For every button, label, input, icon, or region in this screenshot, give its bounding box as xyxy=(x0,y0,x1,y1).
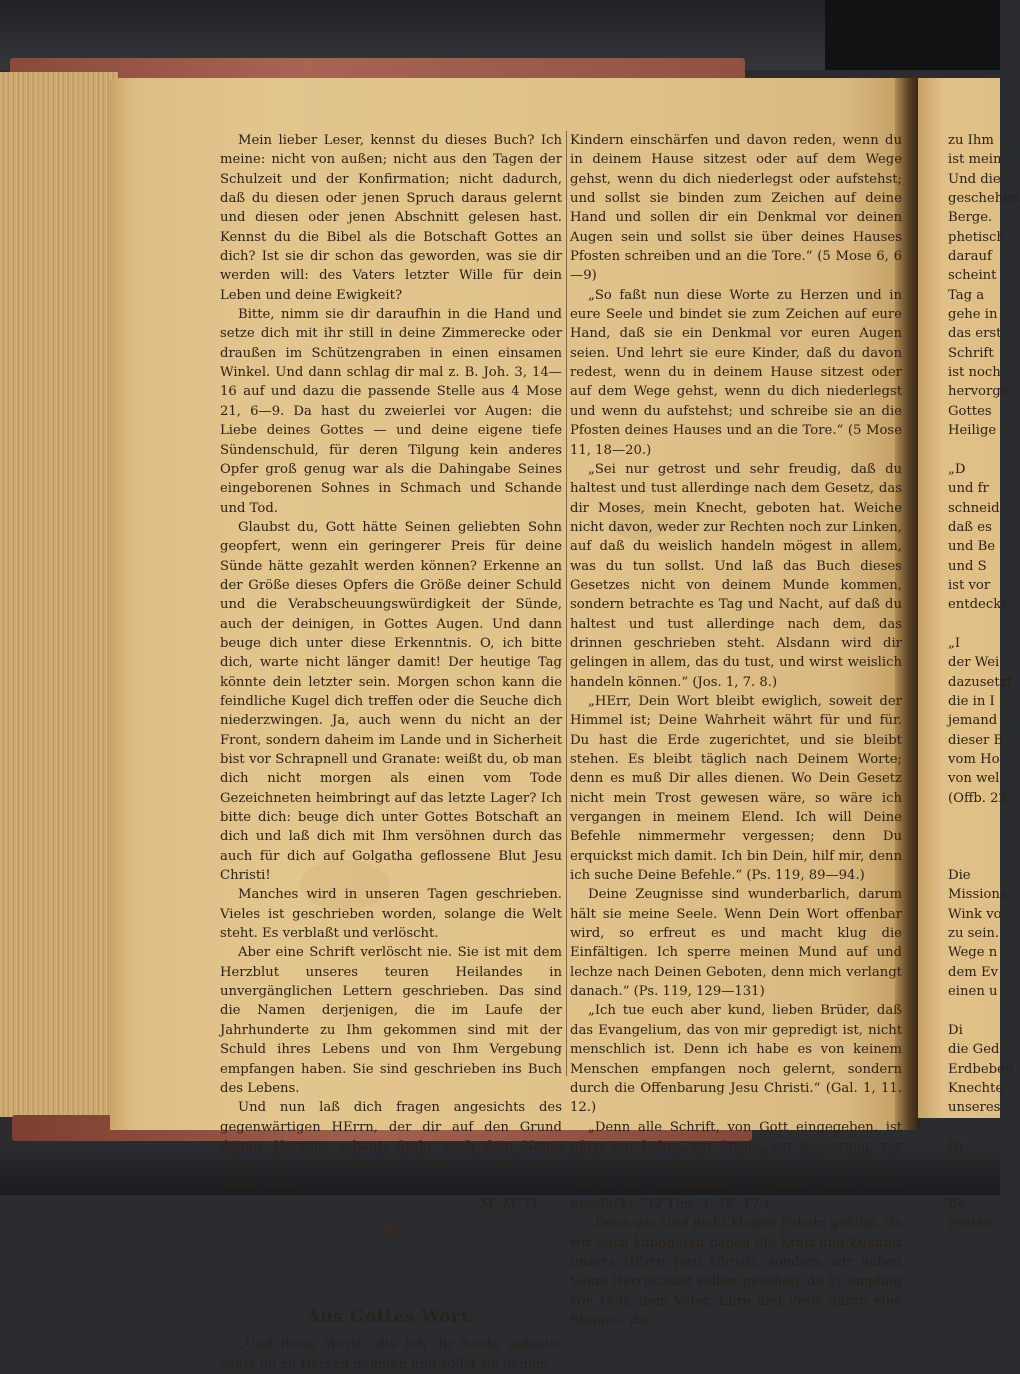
show-through-line: und Arbeit xyxy=(358,1268,424,1283)
fragment-line: Tag a xyxy=(948,287,985,303)
left-column xyxy=(220,131,562,1374)
fragment-line: die in I xyxy=(948,693,995,709)
fragment-line: jemand xyxy=(948,713,998,729)
show-through-line: Sie dürfen xyxy=(359,1251,423,1266)
fragment-line: Erdbeben xyxy=(948,1061,1014,1077)
fragment-line: phetisch xyxy=(948,229,1005,245)
fragment-line: zu Ihm xyxy=(948,133,994,148)
fleuron-ornament: ❦ xyxy=(381,1218,401,1244)
fragment-line: Und die xyxy=(948,171,1001,187)
fragment-line: ist vor xyxy=(948,577,991,593)
paragraph: „Und diese Worte, die Ich dir heute gebiete, sollst du zu Herzen nehmen und sollst sie deinen xyxy=(220,1337,562,1372)
paragraph: „Denn alle Schrift, von Gott eingegeben, ist nütze zur Lehre, zur Strafe, zur Besserung, zur Züchtigung in der Gerechtigkeit, daß ein Mensch Gottes sei vollkommen, zu allem guten Werk geschickt.“ (2 Tim. 3, 16. 17.) xyxy=(570,1119,902,1212)
fragment-line: von wel xyxy=(948,771,1000,787)
fragment-line: hervorge xyxy=(948,384,1009,400)
fragment-line: daß es xyxy=(948,519,992,535)
fragment-line: Di xyxy=(948,1138,963,1154)
fragment-line: unseres xyxy=(948,1100,1001,1116)
fragment-line: und S xyxy=(948,558,987,574)
fragment-line: Wink vo xyxy=(948,906,1002,922)
fragment-line: Missions xyxy=(948,887,1007,903)
fragment-line: Wege n xyxy=(948,945,998,961)
fragment-line: „I xyxy=(948,635,961,651)
paragraph: Bitte, nimm sie dir daraufhin in die Hand und setze dich mit ihr still in deine Zimmerecke oder draußen im Schützengraben in einen einsamen Winkel. Und dann schlag dir mal z. B. Joh. 3, 14—16 auf und dazu die passende Stelle aus 4 Mose 21, 6—9. Da hast du zweierlei vor Augen: die Liebe deines Gottes — und deine eigene tiefe Sündenschuld, für deren Tilgung kein anderes Opfer groß genug war als die Dahingabe Seines eingeborenen Sohnes in Schmach und Schande und Tod. xyxy=(220,307,562,516)
fragment-line: „D xyxy=(948,461,966,477)
fragment-line: Die xyxy=(948,868,971,884)
fragment-line: und Be xyxy=(948,539,996,555)
fragment-line: der Wei xyxy=(948,655,1000,671)
fragment-line: (Offb. 22 xyxy=(948,790,1007,806)
paragraph: Und nun laß dich fragen angesichts des gegenwärtigen HErrn, der dir auf den Grund deines Herzens schaut: Steht auch dein Name schon dort angeschrieben? Sonst eile und rette deine Seele! xyxy=(220,1100,562,1193)
fragment-line: Berge. xyxy=(948,210,993,226)
fragment-line: zu sein. xyxy=(948,926,1000,942)
paragraph: „So faßt nun diese Worte zu Herzen und in eure Seele und bindet sie zum Zeichen auf eure Hand, daß sie ein Denkmal vor euren Augen seien. Und lehrt sie eure Kinder, daß du davon redest, wenn du in deinem Hause sitzest oder auf dem Wege gehst, wenn du dich niederlegst und wenn du aufstehst; und schreibe sie an die Pfosten deines Hauses und an die Tore.“ (5 Mose 11, 18—20.) xyxy=(570,287,902,458)
fragment-line: dieser B xyxy=(948,732,1004,748)
paragraph: „HErr, Dein Wort bleibt ewiglich, soweit der Himmel ist; Deine Wahrheit währt für und für. Du hast die Erde zugerichtet, und sie bleibt stehen. Es bleibt täglich nach Deinem Worte; denn es muß Dir alles dienen. Wo Dein Gesetz nicht mein Trost gewesen wäre, so wäre ich vergangen in meinem Elend. Ich will Deine Befehle nimmermehr vergessen; denn Du erquickst mich damit. Ich bin Dein, hilf mir, denn ich suche Deine Befehle.“ (Ps. 119, 89—94.) xyxy=(570,693,902,884)
fragment-line: ist noch xyxy=(948,365,1001,381)
paragraph: Kindern einschärfen und davon reden, wenn du in deinem Hause sitzest oder auf dem Wege gehst, wenn du dich niederlegst oder aufstehst; und sollst sie binden zum Zeichen auf deine Hand und sollen dir ein Denkmal vor deinen Augen sein und sollst sie über deines Hauses Pfosten schreiben und an die Tore.“ (5 Mose 6, 6—9) xyxy=(570,133,902,284)
fragment-line: Gottes xyxy=(948,403,992,419)
fragment-line: geschehen xyxy=(948,191,1020,207)
book-top-edge xyxy=(10,58,745,80)
column-rule xyxy=(566,131,567,1076)
paragraph: „Sei nur getrost und sehr freudig, daß du haltest und tust allerdinge nach dem Gesetz, das dir Moses, mein Knecht, geboten hat. Weiche nicht davon, weder zur Rechten noch zur Linken, auf daß du weislich handeln mögest in allem, was du tun sollst. Und laß das Buch dieses Gesetzes nicht von deinem Munde kommen, sondern betrachte es Tag und Nacht, auf daß du haltest und tust allerdinge nach dem, das drinnen geschrieben steht. Alsdann wird dir gelingen in allem, das du tust, und wirst weislich handeln können.“ (Jos. 1, 7. 8.) xyxy=(570,461,902,690)
paragraph: Aber eine Schrift verlöscht nie. Sie ist mit dem Herzblut unseres teuren Heilandes in unvergänglichen Lettern geschrieben. Das sind die Namen derjenigen, die im Laufe der Jahrhunderte zu Ihm gekommen sind mit der Schuld ihres Lebens und von Ihm Vergebung empfangen haben. Sie sind geschrieben ins Buch des Lebens. xyxy=(220,945,562,1096)
fragment-line: und fr xyxy=(948,481,989,497)
fragment-line: redete, xyxy=(948,1216,996,1232)
fragment-line: dazusetzt xyxy=(948,674,1012,690)
fragment-line: Be xyxy=(948,1196,966,1212)
fragment-line: war ver xyxy=(948,1158,1000,1174)
fragment-gap xyxy=(948,441,1000,460)
fragment-line: dem Ev xyxy=(948,964,999,980)
fragment-gap xyxy=(948,1001,1000,1020)
fragment-line: Schrift xyxy=(948,345,994,361)
middle-column xyxy=(570,131,902,1330)
paragraph: „Denn wir sind nicht klugen Fabeln gefolgt, da wir euch kundgetan haben die Kraft und Zukunft unsers HErrn Jesu Christi, sondern wir haben Seine Herrlichkeit selber gesehen, da Er empfing von Gott, dem Vater, Ehre und Preis durch eine Stimme, die xyxy=(570,1216,902,1328)
fragment-line: vom Ho xyxy=(948,752,1000,767)
paragraph: Glaubst du, Gott hätte Seinen geliebten Sohn geopfert, wenn ein geringerer Preis für deine Sünde hätte gezahlt werden können? Erkenne an der Größe dieses Opfers die Größe deiner Schuld und die Verabscheuungswürdigkeit der Sünde, auch der deinigen, in Gottes Augen. Und dann beuge dich unter diese Erkenntnis. O, ich bitte dich, warte nicht länger damit! Der heutige Tag könnte dein letzter sein. Morgen schon kann die feindliche Kugel dich treffen oder die Seuche dich niederzwingen. Ja, auch wenn du nicht an der Front, sondern daheim im Lande und in Sicherheit bist vor Schrapnell und Granate: weißt du, ob man dich nicht morgen als einen vom Tode Gezeichneten heimbringt auf das letzte Lager? Ich bitte dich: beuge dich unter Gottes Botschaft an dich und laß dich mit Ihm versöhnen durch das auch für dich auf Golgatha geflossene Blut Jesu Christi! xyxy=(220,519,562,884)
paragraph: Deine Zeugnisse sind wunderbarlich, darum hält sie meine Seele. Wenn Dein Wort offenbar wird, so erfreut es und macht klug die Einfältigen. Ich sperre meinen Mund auf und lechze nach Deinen Geboten, denn mich verlangt danach.“ (Ps. 119, 129—131) xyxy=(570,887,902,1000)
fragment-line: entdeckt xyxy=(948,597,1007,613)
fragment-line: Heilige xyxy=(948,423,997,439)
show-through-text xyxy=(220,1250,562,1301)
show-through-line: unsre und xyxy=(360,1285,422,1300)
page-stack xyxy=(0,72,118,1117)
paragraph: „Ich tue euch aber kund, lieben Brüder, daß das Evangelium, das von mir gepredigt ist, nicht menschlich ist. Denn ich habe es von keinem Menschen empfangen noch gelernt, sondern durch die Offenbarung Jesu Christi.“ (Gal. 1, 11. 12.) xyxy=(570,1003,902,1116)
fragment-gap xyxy=(948,615,1000,634)
signature: M. M. M. xyxy=(480,1196,542,1212)
fragment-line: scheint xyxy=(948,268,997,284)
fragment-line: Di xyxy=(948,1022,963,1038)
fragment-line: ist mein xyxy=(948,152,1002,168)
section-heading: Aus Gottes Wort. xyxy=(306,1307,476,1328)
right-column-fragments xyxy=(948,131,1020,1234)
fragment-gap xyxy=(948,1176,1000,1195)
backdrop-corner xyxy=(825,0,1000,70)
fragment-gap xyxy=(948,1118,1000,1137)
fragment-line: das erst xyxy=(948,326,1002,342)
paragraph: Manches wird in unseren Tagen geschrieben. Vieles ist geschrieben worden, solange die Welt steht. Es verblaßt und verlöscht. xyxy=(220,887,562,942)
fragment-gap xyxy=(948,808,1000,866)
fragment-line: einen u xyxy=(948,984,998,1000)
paragraph: Mein lieber Leser, kennst du dieses Buch? Ich meine: nicht von außen; nicht aus den Tagen der Schulzeit und der Konfirmation; nicht dadurch, daß du diesen oder jenen Spruch daraus gelernt und diesen oder jenen Abschnitt gelesen hast. Kennst du die Bibel als die Botschaft Gottes an dich? Ist sie dir schon das geworden, was sie dir werden will: des Vaters letzter Wille für dein Leben und deine Ewigkeit? xyxy=(220,133,562,303)
fragment-line: Knechte xyxy=(948,1080,1004,1096)
fragment-line: die Ged xyxy=(948,1042,1000,1058)
fragment-line: schneid xyxy=(948,500,1000,516)
fragment-line: darauf xyxy=(948,249,992,265)
fragment-line: gehe in xyxy=(948,307,998,323)
